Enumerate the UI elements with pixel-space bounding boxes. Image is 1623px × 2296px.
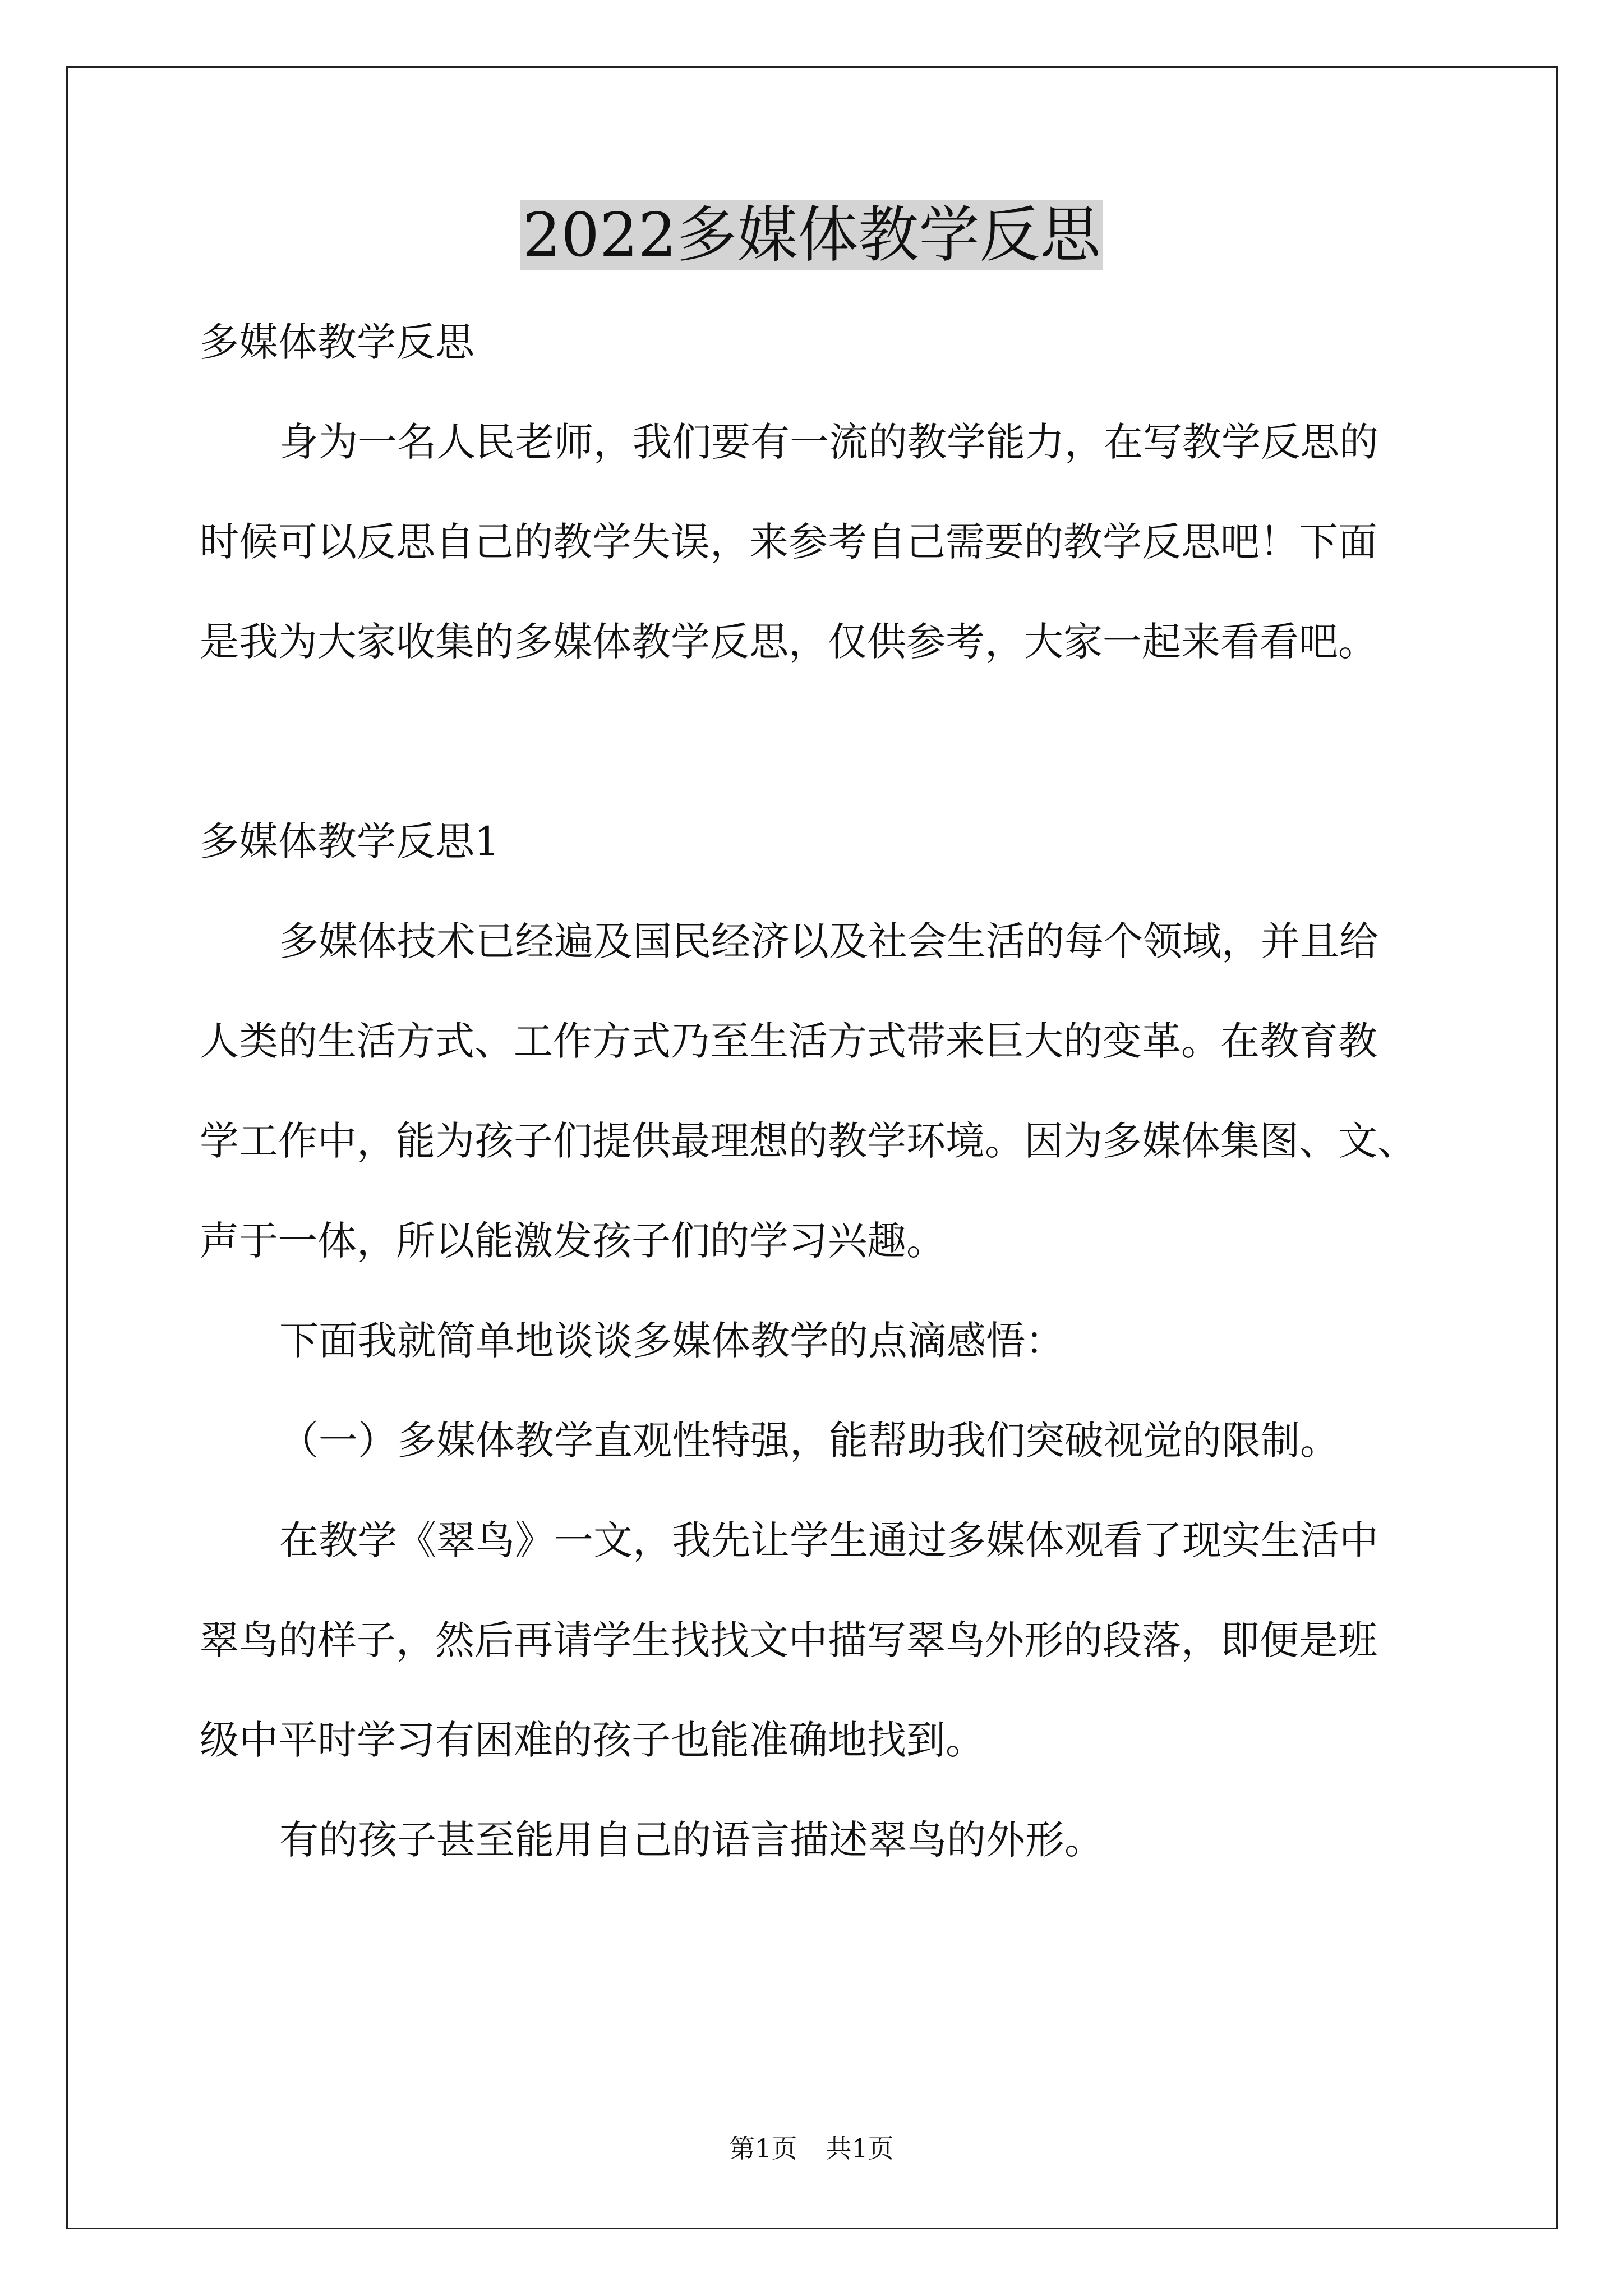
spacer <box>200 714 1490 813</box>
paragraph-line: 多媒体技术已经遍及国民经济以及社会生活的每个领域，并且给 <box>279 918 1378 964</box>
paragraph-line: 有的孩子甚至能用自己的语言描述翠鸟的外形。 <box>279 1817 1104 1863</box>
paragraph-line: 翠鸟的样子，然后再请学生找找文中描写翠鸟外形的段落，即便是班 <box>200 1617 1377 1663</box>
paragraph-line: 在教学《翠鸟》一文，我先让学生通过多媒体观看了现实生活中 <box>279 1517 1378 1563</box>
section-heading: 多媒体教学反思1 <box>200 818 500 864</box>
page-number: 第1页 <box>729 2133 797 2164</box>
paragraph-line: 下面我就简单地谈谈多媒体教学的点滴感悟： <box>279 1318 1064 1364</box>
paragraph-line: 时候可以反思自己的教学失误，来参考自己需要的教学反思吧！下面 <box>200 519 1377 565</box>
document-title: 2022多媒体教学反思 <box>0 196 1623 275</box>
page-footer <box>0 2132 1623 2165</box>
paragraph-line: 声于一体，所以能激发孩子们的学习兴趣。 <box>200 1218 946 1264</box>
document-body <box>200 314 1490 1912</box>
section-heading: 多媒体教学反思 <box>200 319 474 365</box>
paragraph-line: （一）多媒体教学直观性特强，能帮助我们突破视觉的限制。 <box>279 1418 1339 1464</box>
page-total: 共1页 <box>826 2133 894 2164</box>
paragraph-line: 人类的生活方式、工作方式乃至生活方式带来巨大的变革。在教育教 <box>200 1018 1377 1064</box>
paragraph-line: 级中平时学习有困难的孩子也能准确地找到。 <box>200 1717 985 1763</box>
paragraph-line: 学工作中，能为孩子们提供最理想的教学环境。因为多媒体集图、文、 <box>200 1118 1417 1164</box>
paragraph-line: 是我为大家收集的多媒体教学反思，仅供参考，大家一起来看看吧。 <box>200 619 1377 665</box>
paragraph-line: 身为一名人民老师，我们要有一流的教学能力，在写教学反思的 <box>279 419 1378 465</box>
